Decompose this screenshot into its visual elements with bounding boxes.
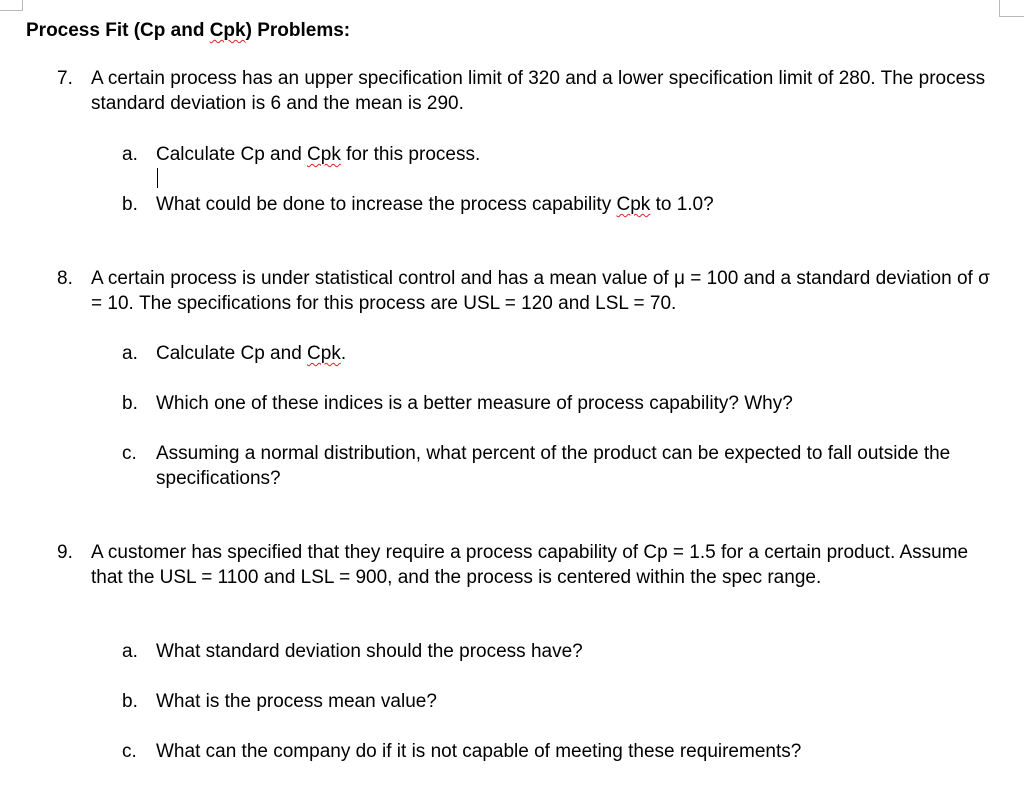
part-letter: a. xyxy=(122,343,138,364)
text-cursor xyxy=(157,168,158,188)
part-letter: a. xyxy=(122,641,138,662)
spellcheck-word: Cpk xyxy=(209,20,246,41)
part-text: Assuming a normal distribution, what percent of the product can be expected to fall outside the specifications? xyxy=(156,443,951,489)
spellcheck-word: Cpk xyxy=(307,144,341,165)
question-number: 9. xyxy=(57,542,73,563)
question-number: 8. xyxy=(57,268,73,289)
part-letter: a. xyxy=(122,144,138,165)
part-letter: b. xyxy=(122,393,138,414)
page-title: Process Fit (Cp and Cpk) Problems: xyxy=(26,20,351,41)
question-number: 7. xyxy=(57,68,73,89)
part-text: What can the company do if it is not capable of meeting these requirements? xyxy=(156,741,802,762)
part-text: Which one of these indices is a better measure of process capability? Why? xyxy=(156,393,793,414)
spellcheck-word: Cpk xyxy=(616,194,651,215)
part-text: What standard deviation should the process have? xyxy=(156,641,583,662)
spellcheck-word: Cpk xyxy=(307,343,341,364)
part-letter: c. xyxy=(122,443,137,464)
page-corner-mark-left xyxy=(0,0,23,11)
question-text: A certain process is under statistical control and has a mean value of μ = 100 and a standard deviation of σ = 10. The specifications for this process are USL = 120 and LSL = 70. xyxy=(91,268,990,314)
question-text: A certain process has an upper specification limit of 320 and a lower specification limit of 280. The process standard deviation is 6 and the mean is 290. xyxy=(91,68,986,114)
part-text: What is the process mean value? xyxy=(156,691,437,712)
part-letter: b. xyxy=(122,691,138,712)
part-letter: c. xyxy=(122,741,137,762)
part-letter: b. xyxy=(122,194,138,215)
question-text: A customer has specified that they require a process capability of Cp = 1.5 for a certain product. Assume that the USL = 1100 and LSL = 900, and the process is centered within the spec range. xyxy=(91,542,969,588)
page-corner-mark-right xyxy=(999,0,1024,17)
part-text: Calculate Cp and Cpk. xyxy=(156,343,347,364)
part-text: Calculate Cp and Cpk for this process. xyxy=(156,144,481,165)
part-text: What could be done to increase the process capability Cpk to 1.0? xyxy=(156,194,714,215)
